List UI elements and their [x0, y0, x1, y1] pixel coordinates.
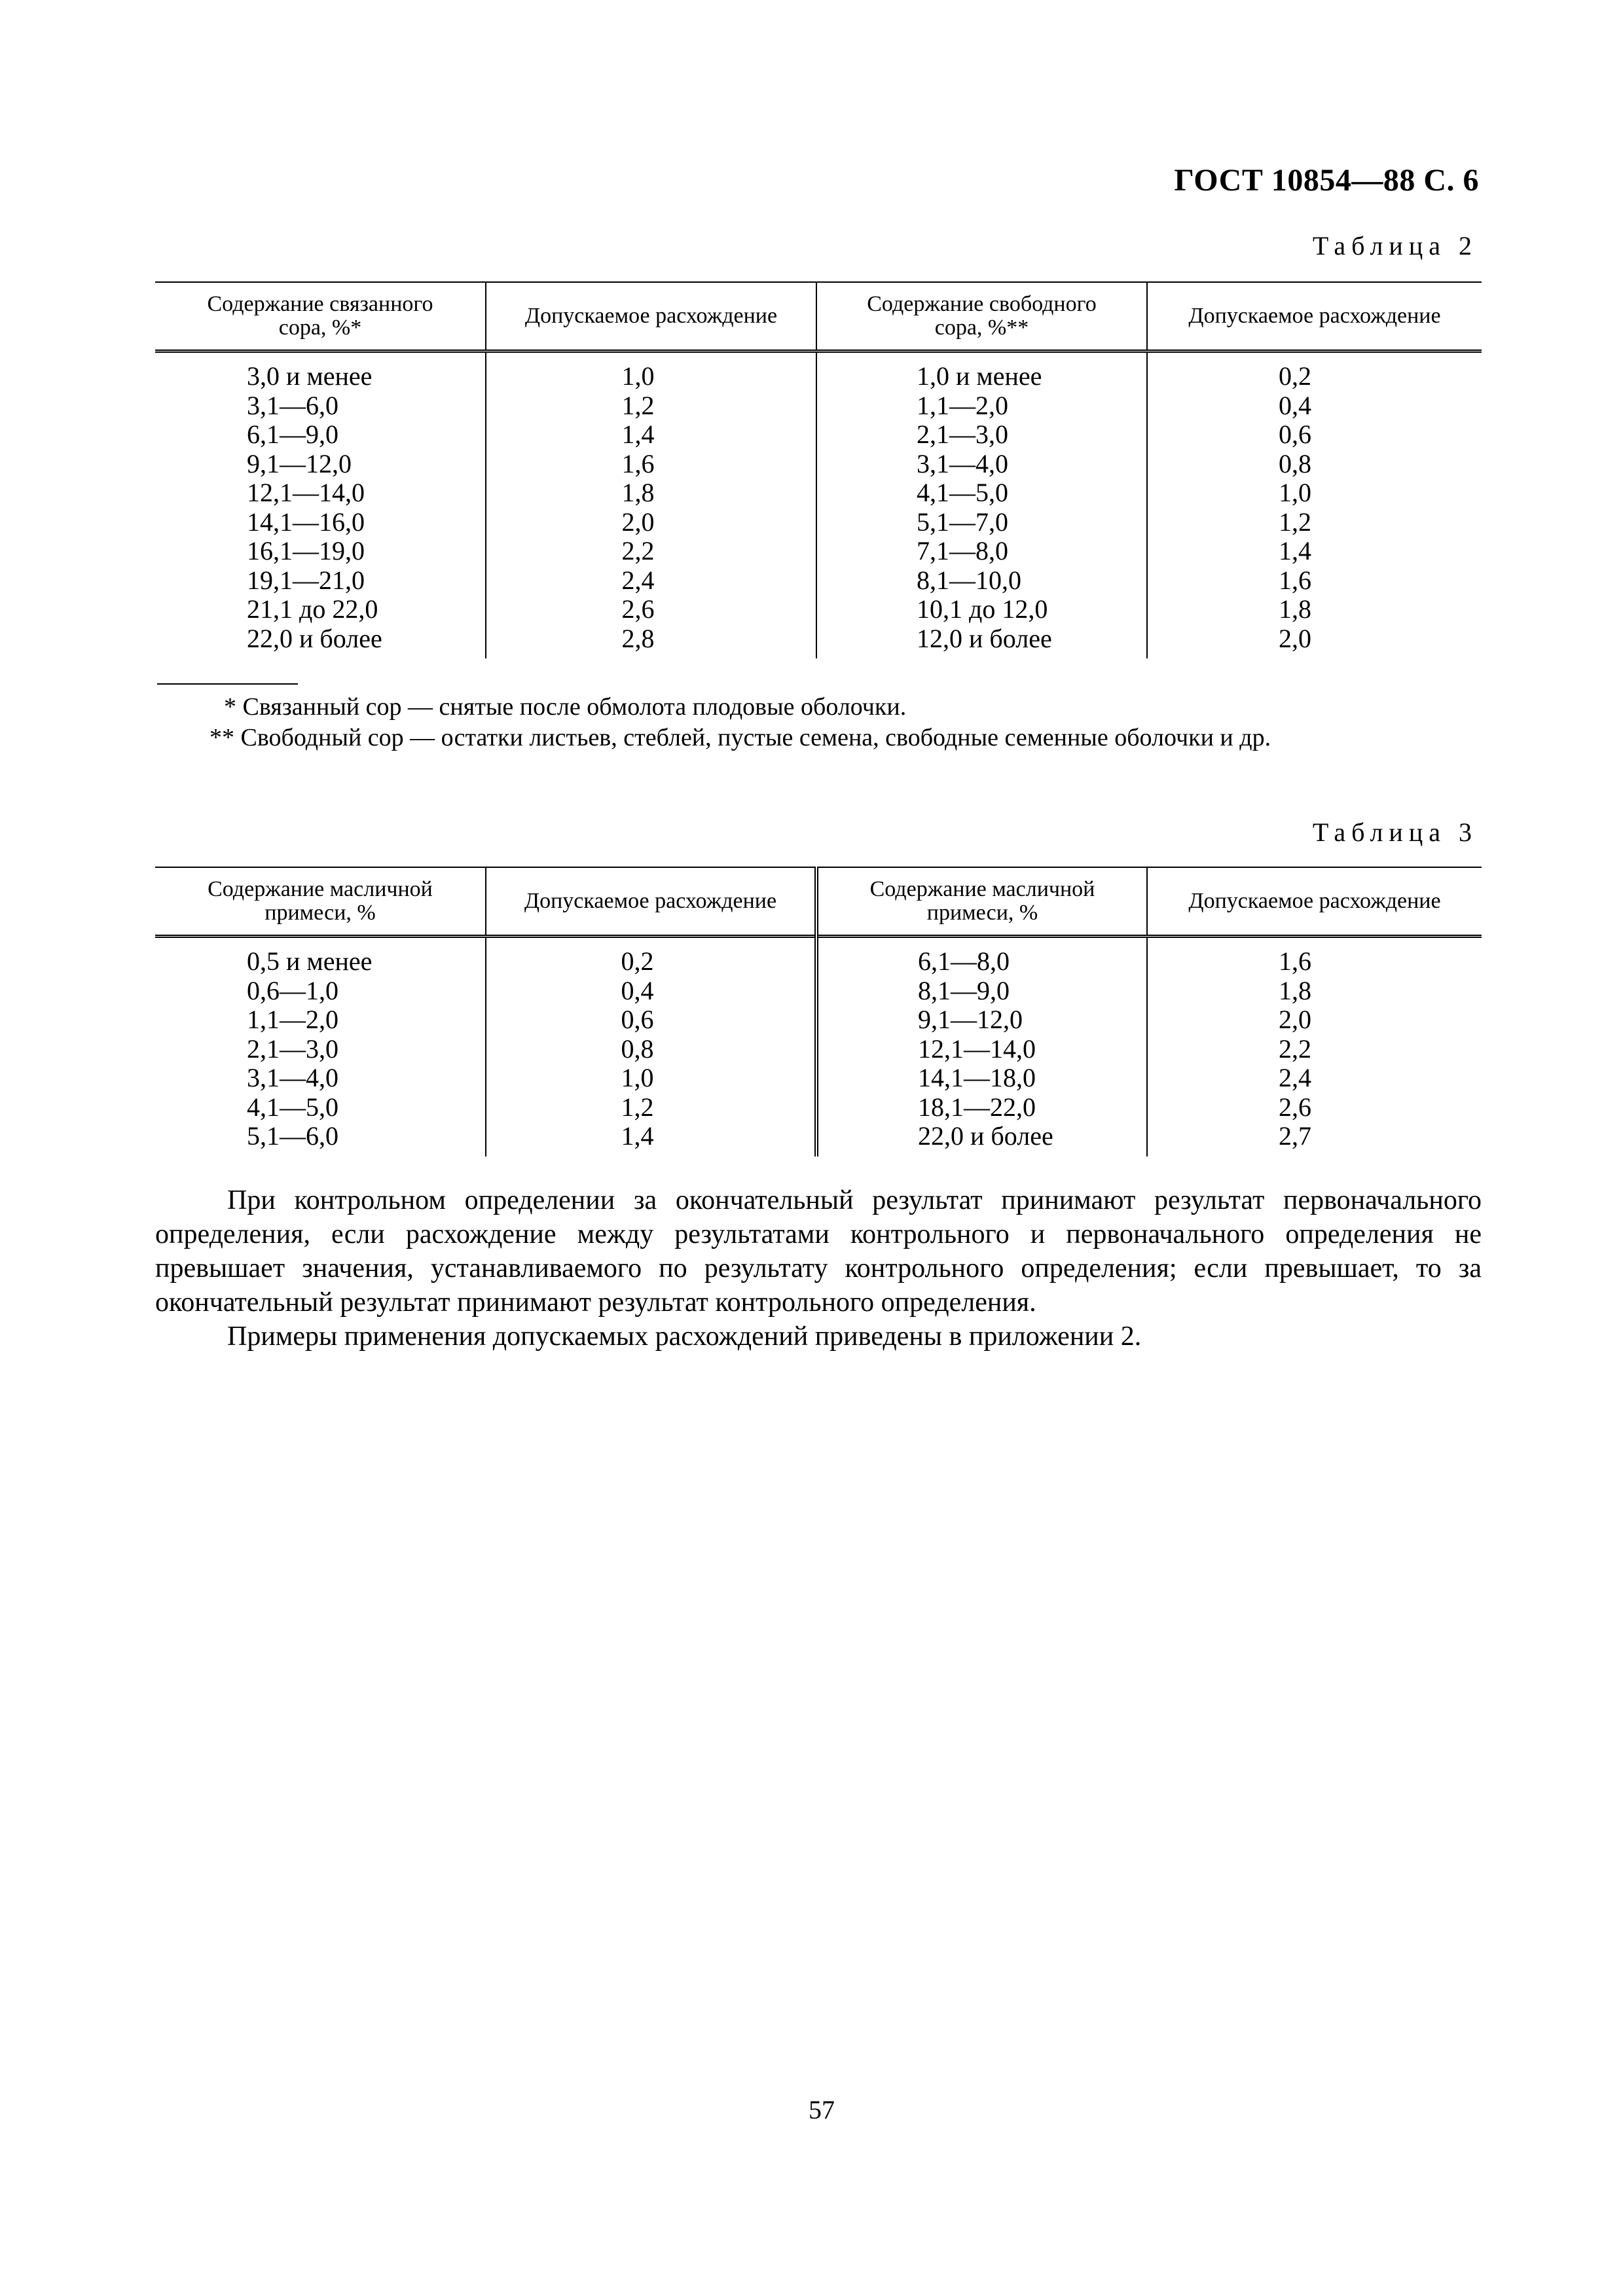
table-cell: 0,5 и менее [247, 946, 373, 976]
table-cell: 0,2 [621, 946, 654, 976]
table-cell: 7,1—8,0 [917, 536, 1008, 565]
table-cell: 1,6 [1279, 565, 1311, 595]
table-cell: 8,1—10,0 [917, 565, 1021, 595]
table-cell: 5,1—7,0 [917, 507, 1008, 537]
table-3-column-oil-impurity [816, 937, 1147, 1157]
table-3-column-tolerance [1147, 937, 1482, 1157]
table-cell: 9,1—12,0 [247, 448, 352, 478]
table-2-header-tolerance [486, 282, 816, 351]
header-line: сора, %* [278, 315, 362, 340]
footnote-free-debris: ** Свободный сор — остатки листьев, стеблей, пустые семена, свободные семенные оболочки и др. [210, 724, 1271, 751]
table-cell: 0,4 [1279, 390, 1311, 420]
table-cell: 1,4 [1279, 536, 1311, 565]
paragraph: Примеры применения допускаемых расхождений приведены в приложении 2. [227, 1321, 1142, 1352]
header-line: Содержание масличной [208, 877, 433, 901]
table-cell: 12,1—14,0 [247, 478, 365, 507]
table-cell: 14,1—16,0 [247, 507, 365, 537]
table-cell: 3,1—6,0 [247, 390, 338, 420]
table-cell: 2,6 [621, 594, 655, 624]
table-cell: 1,6 [1279, 946, 1311, 976]
table-2-header-bound-debris [155, 282, 486, 351]
table-cell: 1,0 и менее [917, 361, 1042, 391]
table-cell: 18,1—22,0 [918, 1092, 1036, 1122]
document-header: ГОСТ 10854—88 С. 6 [1174, 163, 1479, 198]
table-cell: 14,1—18,0 [918, 1063, 1036, 1092]
header-line: сора, %** [934, 315, 1029, 340]
table-cell: 6,1—9,0 [247, 420, 338, 449]
table-cell: 5,1—6,0 [247, 1121, 338, 1151]
table-cell: 2,7 [1279, 1121, 1311, 1151]
table-cell: 12,0 и более [917, 623, 1052, 653]
header-line: примеси, % [926, 901, 1038, 925]
table-cell: 1,8 [1279, 594, 1311, 624]
table-cell: 2,1—3,0 [917, 420, 1008, 449]
table-3-header-oil-impurity [816, 867, 1147, 937]
page-number: 57 [809, 2095, 835, 2125]
table-cell: 0,6 [621, 1005, 654, 1034]
table-cell: 21,1 до 22,0 [247, 594, 378, 624]
table-cell: 0,6—1,0 [247, 975, 338, 1005]
header-line: Допускаемое расхождение [1188, 304, 1441, 328]
table-cell: 1,1—2,0 [917, 390, 1008, 420]
table-cell: 1,6 [621, 448, 655, 478]
table-cell: 0,4 [621, 975, 654, 1005]
table-cell: 0,6 [1279, 420, 1311, 449]
table-2 [155, 281, 1482, 658]
table-cell: 22,0 и более [918, 1121, 1053, 1151]
table-2-column-tolerance [1147, 351, 1482, 659]
table-cell: 6,1—8,0 [918, 946, 1010, 976]
table-cell: 2,6 [1279, 1092, 1311, 1122]
table-cell: 8,1—9,0 [918, 975, 1010, 1005]
table-cell: 1,8 [1279, 975, 1311, 1005]
table-cell: 1,2 [621, 390, 655, 420]
table-cell: 2,4 [621, 565, 655, 595]
footnote-divider [157, 683, 298, 685]
footnote-bound-debris: * Связанный сор — снятые после обмолота плодовые оболочки. [224, 693, 907, 721]
table-cell: 1,0 [621, 361, 655, 391]
table-cell: 3,0 и менее [247, 361, 373, 391]
table-2-column-bound-debris [155, 351, 486, 659]
header-line: Содержание свободного [867, 292, 1097, 316]
table-2-column-tolerance [486, 351, 816, 659]
table-cell: 1,2 [621, 1092, 654, 1122]
table-cell: 9,1—12,0 [918, 1005, 1023, 1034]
table-cell: 1,8 [621, 478, 655, 507]
table-cell: 4,1—5,0 [917, 478, 1008, 507]
table-cell: 0,8 [621, 1033, 654, 1064]
table-3-header-oil-impurity [155, 867, 486, 937]
table-cell: 2,1—3,0 [247, 1033, 338, 1064]
table-cell: 12,1—14,0 [918, 1033, 1036, 1064]
table-cell: 2,0 [1279, 1005, 1311, 1034]
table-3-header-tolerance [1147, 867, 1482, 937]
table-cell: 2,4 [1279, 1063, 1311, 1092]
table-cell: 0,2 [1279, 361, 1311, 391]
header-line: Содержание связанного [207, 292, 433, 316]
table-cell: 10,1 до 12,0 [917, 594, 1048, 624]
table-3-caption: Таблица 3 [1312, 817, 1478, 847]
header-line: примеси, % [264, 901, 376, 925]
header-line: Содержание масличной [869, 877, 1095, 901]
table-cell: 2,2 [1279, 1033, 1311, 1064]
table-cell: 2,0 [621, 507, 655, 537]
table-cell: 22,0 и более [247, 623, 382, 653]
table-cell: 0,8 [1279, 448, 1311, 478]
paragraph: При контрольном определении за окончательный результат принимают результат первоначального определения, если расхождение между результатами контрольного и первоначального определения не превышает значения, устанавливаемого по результату контрольного определения; если превышает, то за окончательный результат принимают результат контрольного определения. [155, 1185, 1482, 1318]
table-cell: 4,1—5,0 [247, 1092, 338, 1122]
header-line: Допускаемое расхождение [524, 304, 778, 328]
table-3-column-tolerance [486, 937, 816, 1157]
header-line: Допускаемое расхождение [1188, 889, 1441, 913]
table-3 [155, 867, 1482, 1157]
table-2-header-tolerance [1147, 282, 1482, 351]
table-cell: 2,0 [1279, 623, 1311, 653]
table-cell: 2,2 [621, 536, 655, 565]
table-3-column-oil-impurity [155, 937, 486, 1157]
table-cell: 3,1—4,0 [917, 448, 1008, 478]
table-3-header-tolerance [486, 867, 816, 937]
header-line: Допускаемое расхождение [524, 889, 777, 913]
table-cell: 1,1—2,0 [247, 1005, 338, 1034]
table-2-header-free-debris [816, 282, 1147, 351]
body-text [155, 1183, 1482, 1354]
table-cell: 1,2 [1279, 507, 1311, 537]
table-cell: 1,4 [621, 1121, 654, 1151]
table-cell: 2,8 [621, 623, 655, 653]
table-cell: 16,1—19,0 [247, 536, 365, 565]
table-2-caption: Таблица 2 [1312, 231, 1478, 260]
table-cell: 3,1—4,0 [247, 1063, 338, 1092]
table-cell: 1,0 [621, 1063, 654, 1092]
table-cell: 1,4 [621, 420, 655, 449]
table-cell: 1,0 [1279, 478, 1311, 507]
table-cell: 19,1—21,0 [247, 565, 365, 595]
table-2-column-free-debris [816, 351, 1147, 659]
